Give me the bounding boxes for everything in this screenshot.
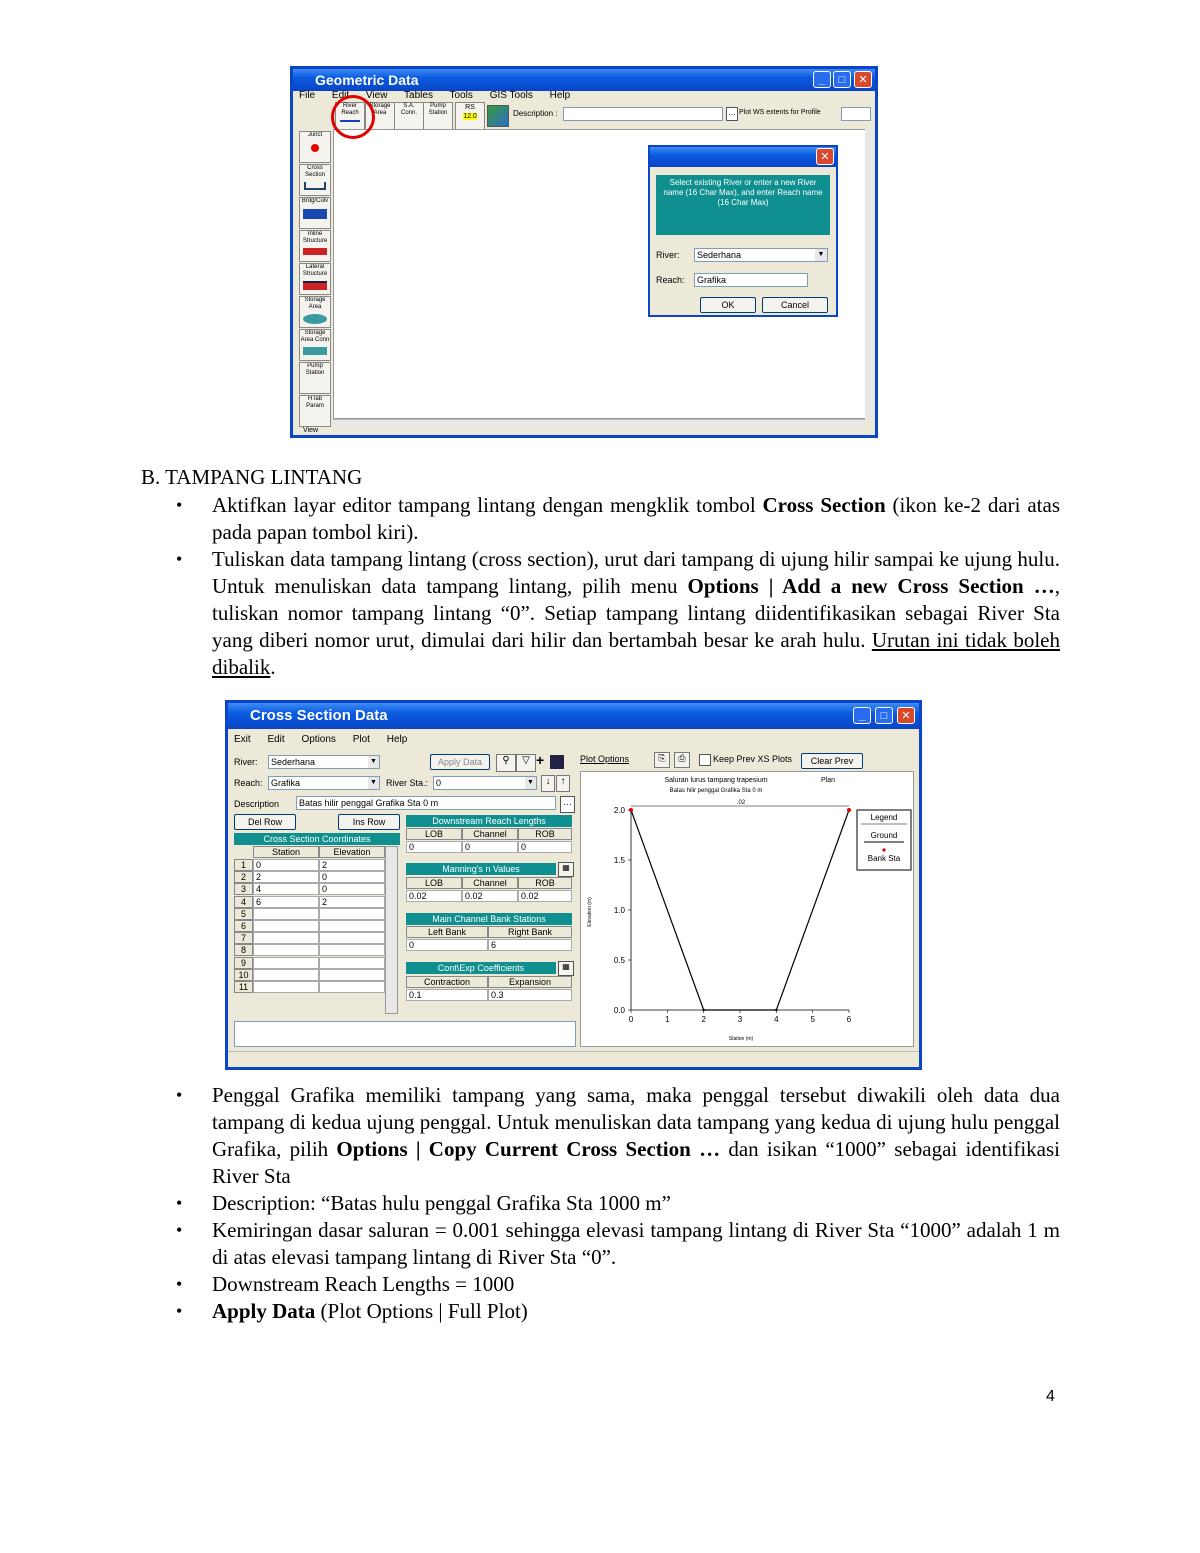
- page-number: 4: [1046, 1388, 1055, 1405]
- xs-title-bar: [228, 703, 919, 729]
- horizontal-scrollbar[interactable]: [333, 419, 865, 428]
- plot-ws-extents-label: Plot WS extents for Profile: [739, 109, 821, 116]
- station-cell[interactable]: [253, 981, 319, 993]
- maximize-icon[interactable]: □: [833, 71, 851, 88]
- expansion-value[interactable]: 0.3: [488, 989, 572, 1001]
- bullet-6-text: Downstream Reach Lengths = 1000: [212, 1272, 515, 1296]
- dialog-river-label: River:: [656, 250, 680, 260]
- geometric-window-title: Geometric Data: [315, 72, 419, 88]
- river-reach-label: River Reach: [341, 103, 359, 116]
- station-cell[interactable]: [253, 932, 319, 944]
- right-bank-header: Right Bank: [488, 926, 572, 938]
- ds-lob-value[interactable]: 0: [406, 841, 462, 853]
- row-number: 8: [234, 944, 253, 956]
- row-number: 4: [234, 896, 253, 908]
- chevron-down-icon[interactable]: ▼: [368, 756, 379, 768]
- row-number: 9: [234, 957, 253, 969]
- row-number: 5: [234, 908, 253, 920]
- bullet-marker: •: [176, 1193, 183, 1213]
- xs-reach-select[interactable]: [268, 776, 380, 790]
- htab-param-label: HTab Param: [306, 396, 324, 409]
- manning-lob-header: LOB: [406, 877, 462, 889]
- section-b-heading: B. TAMPANG LINTANG: [141, 465, 363, 489]
- x-tick-label: 4: [774, 1015, 779, 1024]
- copy-icon[interactable]: ⎘: [654, 752, 670, 768]
- apply-data-button[interactable]: Apply Data: [430, 754, 490, 770]
- manning-table-icon[interactable]: ▦: [558, 862, 574, 877]
- contraction-header: Contraction: [406, 976, 488, 988]
- bullet-marker: •: [176, 1301, 183, 1321]
- y-tick-label: 1.0: [613, 906, 625, 915]
- x-tick-label: 3: [737, 1015, 743, 1024]
- contraction-value[interactable]: 0.1: [406, 989, 488, 1001]
- bullet-3-part-1: Penggal Grafika memiliki tampang yang sama, maka penggal tersebut diwakili oleh data dua tampang di kedua ujung penggal. Untuk menuliskan data tampang yang kedua di ujung hulu penggal Grafika, pilih: [212, 1083, 1060, 1161]
- coords-title: Cross Section Coordinates: [234, 833, 400, 845]
- keep-prev-checkbox[interactable]: [699, 754, 711, 766]
- elevation-cell[interactable]: [319, 932, 385, 944]
- plot-options-link[interactable]: Plot Options: [580, 754, 630, 764]
- legend-bank-sta-marker: [882, 848, 885, 851]
- cross-section-chart[interactable]: [581, 772, 913, 1046]
- menu-exit[interactable]: Exit: [234, 734, 251, 745]
- bullet-marker: •: [176, 1274, 183, 1294]
- left-tool-column: [293, 129, 333, 435]
- xs-description-label: Description: [234, 799, 280, 809]
- close-icon[interactable]: ✕: [897, 707, 915, 724]
- bank-sta-marker: [847, 808, 851, 812]
- row-number: 7: [234, 932, 253, 944]
- toolbar-rs-button[interactable]: [455, 102, 485, 130]
- x-tick-label: 6: [846, 1015, 852, 1024]
- elevation-cell[interactable]: [319, 957, 385, 969]
- station-column-header: Station: [253, 846, 319, 858]
- manning-channel-header: Channel: [462, 877, 518, 889]
- station-cell[interactable]: 0: [253, 859, 319, 871]
- dialog-river-value: Sederhana: [697, 250, 742, 260]
- ds-channel-value[interactable]: 0: [462, 841, 518, 853]
- geometric-description-input[interactable]: [563, 107, 723, 121]
- storage-area-tool[interactable]: [299, 296, 331, 328]
- xs-tool-icon-1[interactable]: ⚲: [496, 754, 516, 772]
- y-tick-label: 2.0: [613, 806, 625, 815]
- bullet-marker: •: [176, 1220, 183, 1240]
- lateral-structure-label: Lateral Structure: [302, 264, 328, 277]
- menu-plot[interactable]: Plot: [352, 734, 370, 745]
- expansion-header: Expansion: [488, 976, 572, 988]
- menu-help[interactable]: Help: [386, 734, 408, 745]
- view-label[interactable]: View: [303, 427, 319, 434]
- sa-conn-label: S.A. Conn.: [400, 103, 417, 116]
- cross-section-window: [225, 700, 922, 1070]
- ground-point: [702, 1009, 704, 1011]
- toolbar-map-icon[interactable]: [487, 105, 509, 127]
- legend-ground: Ground: [870, 831, 898, 840]
- chart-xlabel: Station (m): [728, 1036, 754, 1042]
- toolbar-pump-station-button[interactable]: [423, 102, 453, 130]
- xs-river-select[interactable]: [268, 755, 380, 769]
- junct-tool[interactable]: [299, 131, 331, 163]
- bullet-2-text: [212, 546, 1060, 681]
- xs-tool-icon-2[interactable]: ▽: [516, 754, 536, 772]
- x-tick-label: 0: [628, 1015, 634, 1024]
- elevation-cell[interactable]: [319, 920, 385, 932]
- elevation-cell[interactable]: [319, 944, 385, 956]
- elevation-cell[interactable]: 0: [319, 871, 385, 883]
- dialog-ok-button[interactable]: OK: [700, 297, 756, 313]
- menu-tables[interactable]: Tables: [404, 90, 433, 101]
- river-sta-select[interactable]: [433, 776, 537, 790]
- message-box: [234, 1021, 576, 1047]
- ground-line: [631, 810, 849, 1010]
- bullet-7-text: [212, 1298, 1060, 1325]
- elevation-cell[interactable]: [319, 969, 385, 981]
- x-tick-label: 1: [665, 1015, 670, 1024]
- storage-area-label: Storage Area: [369, 103, 391, 116]
- chevron-down-icon[interactable]: ▼: [525, 777, 536, 789]
- coords-scrollbar[interactable]: [385, 846, 398, 1014]
- row-number: 2: [234, 871, 253, 883]
- xs-description-input[interactable]: Batas hilir penggal Grafika Sta 0 m: [296, 796, 556, 810]
- xs-window-title: Cross Section Data: [250, 707, 388, 724]
- elevation-cell[interactable]: 0: [319, 883, 385, 895]
- bullet-marker: •: [176, 549, 183, 569]
- chevron-down-icon[interactable]: ▼: [368, 777, 379, 789]
- storage-area-tool-label: Storage Area: [304, 297, 326, 310]
- manning-channel-value[interactable]: 0.02: [462, 890, 518, 902]
- station-cell[interactable]: [253, 969, 319, 981]
- coef-title: Cont\Exp Coefficients: [406, 962, 556, 974]
- storage-area-conn-label: Storage Area Conn: [300, 330, 330, 343]
- dialog-cancel-button[interactable]: Cancel: [762, 297, 828, 313]
- river-sta-value: 0: [436, 778, 442, 788]
- bullet-1-bold: Cross Section: [762, 493, 886, 517]
- cross-section-label: Cross Section: [304, 165, 325, 178]
- plot-ws-profile-select[interactable]: [841, 107, 871, 121]
- clear-prev-button[interactable]: Clear Prev: [801, 753, 863, 769]
- xs-menubar: [228, 732, 919, 748]
- arrow-down-icon[interactable]: ↓: [541, 775, 555, 792]
- pump-station-tool[interactable]: [299, 362, 331, 394]
- bridge-culvert-tool[interactable]: [299, 197, 331, 229]
- bullet-5-text: Kemiringan dasar saluran = 0.001 sehingga elevasi tampang lintang di River Sta “1000” adalah 1 m di atas elevasi tampang lintang di River Sta “0”.: [212, 1218, 1060, 1269]
- chart-subtitle: Batas hilir penggal Grafika Sta 0 m: [669, 788, 763, 794]
- bullet-2-part-2: , tuliskan nomor tampang lintang “0”. Setiap tampang lintang diidentifikasikan sebagai River Sta yang diberi nomor urut, dimulai dari hilir dan bertambah besar ke arah hulu.: [212, 574, 1060, 652]
- downstream-title: Downstream Reach Lengths: [406, 815, 572, 827]
- row-number: 10: [234, 969, 253, 981]
- chart-plan-label: Plan: [821, 777, 836, 784]
- ds-rob-value[interactable]: 0: [518, 841, 572, 853]
- geometric-data-window: [290, 66, 878, 438]
- geometric-description-label: Description :: [513, 109, 558, 118]
- arrow-up-icon[interactable]: ↑: [556, 775, 570, 792]
- menu-edit[interactable]: Edit: [267, 734, 285, 745]
- minimize-icon[interactable]: _: [813, 71, 831, 88]
- bridge-culvert-label: Brdg/Culv: [301, 198, 329, 204]
- inline-structure-label: Inline Structure: [302, 231, 328, 244]
- bullet-3-bold: Options | Copy Current Cross Section …: [336, 1137, 721, 1161]
- elevation-cell[interactable]: 2: [319, 859, 385, 871]
- bullet-7-bold: Apply Data: [212, 1299, 316, 1323]
- elevation-cell[interactable]: [319, 981, 385, 993]
- station-cell[interactable]: [253, 908, 319, 920]
- chart-ylabel: Elevation (m): [587, 897, 593, 927]
- x-tick-label: 5: [810, 1015, 815, 1024]
- row-number: 3: [234, 883, 253, 895]
- y-tick-label: 0.5: [613, 956, 625, 965]
- xs-reach-label: Reach:: [234, 778, 263, 788]
- row-number: 1: [234, 859, 253, 871]
- station-cell[interactable]: 6: [253, 896, 319, 908]
- bullet-2-underlined: Urutan ini tidak boleh dibalik: [212, 628, 1060, 679]
- plot-panel: [580, 771, 914, 1047]
- manning-title: Manning's n Values: [406, 863, 556, 875]
- xs-reach-value: Grafika: [271, 778, 301, 788]
- elevation-cell[interactable]: 2: [319, 896, 385, 908]
- highlight-circle: [331, 95, 375, 139]
- chart-title: Saluran lurus tampang trapesium: [664, 777, 768, 784]
- rs-value: 12.0: [463, 113, 477, 120]
- del-row-button[interactable]: Del Row: [234, 814, 296, 830]
- bullet-marker: •: [176, 495, 183, 515]
- row-number: 11: [234, 981, 253, 993]
- dialog-message: Select existing River or enter a new River name (16 Char Max), and enter Reach name (16 Char Max): [663, 178, 823, 207]
- chart-top-label: .02: [736, 800, 746, 806]
- ds-lob-header: LOB: [406, 828, 462, 840]
- rs-label: RS: [465, 104, 475, 111]
- river-sta-label: River Sta.:: [386, 778, 429, 788]
- x-tick-label: 2: [701, 1015, 706, 1024]
- xs-river-value: Sederhana: [271, 757, 316, 767]
- bank-stations-title: Main Channel Bank Stations: [406, 913, 572, 925]
- menu-tools[interactable]: Tools: [449, 90, 473, 101]
- storage-area-conn-tool[interactable]: [299, 329, 331, 361]
- pump-station-label: Pump Station: [428, 103, 448, 116]
- coef-table-icon[interactable]: ▦: [558, 961, 574, 976]
- bullet-4-text: Description: “Batas hulu penggal Grafika Sta 1000 m”: [212, 1191, 671, 1215]
- legend-title: Legend: [870, 813, 898, 822]
- ins-row-button[interactable]: Ins Row: [338, 814, 400, 830]
- elevation-cell[interactable]: [319, 908, 385, 920]
- row-number: 6: [234, 920, 253, 932]
- dialog-close-icon[interactable]: ✕: [816, 148, 834, 165]
- station-cell[interactable]: [253, 944, 319, 956]
- left-bank-value[interactable]: 0: [406, 939, 488, 951]
- minimize-icon[interactable]: _: [853, 707, 871, 724]
- bullet-1-part-1: Aktifkan layar editor tampang lintang dengan mengklik tombol: [212, 493, 763, 517]
- keep-prev-label: Keep Prev XS Plots: [713, 754, 793, 764]
- vertical-scrollbar[interactable]: [865, 129, 873, 419]
- right-bank-value[interactable]: 6: [488, 939, 572, 951]
- menu-help[interactable]: Help: [549, 90, 571, 101]
- y-tick-label: 0.0: [613, 1006, 625, 1015]
- ellipsis-button[interactable]: …: [726, 107, 738, 121]
- menu-gis-tools[interactable]: GIS Tools: [489, 90, 533, 101]
- pump-station-tool-label: Pump Station: [305, 363, 325, 376]
- xs-river-label: River:: [234, 757, 258, 767]
- description-ellipsis-button[interactable]: …: [560, 796, 575, 813]
- bullet-2-part-3: .: [270, 655, 276, 679]
- menu-file[interactable]: File: [299, 90, 316, 101]
- bullet-3-text: [212, 1082, 1060, 1190]
- bullet-2-part-1: Tuliskan data tampang lintang (cross section), urut dari tampang di ujung hilir sampai ke ujung hulu. Untuk menuliskan data tampang lintang, pilih menu: [212, 547, 1060, 598]
- xs-tool-icon-3[interactable]: [550, 755, 564, 769]
- station-cell[interactable]: 4: [253, 883, 319, 895]
- junct-label: Junct: [307, 132, 323, 138]
- menu-view[interactable]: View: [365, 90, 388, 101]
- y-tick-label: 1.5: [613, 856, 625, 865]
- manning-rob-value[interactable]: 0.02: [518, 890, 572, 902]
- bullet-7-part-1: (Plot Options | Full Plot): [315, 1299, 528, 1323]
- status-bar: [228, 1051, 919, 1068]
- add-icon[interactable]: +: [536, 752, 545, 768]
- river-reach-dialog: [648, 145, 838, 317]
- legend-bank-sta: Bank Sta: [867, 854, 901, 863]
- menu-options[interactable]: Options: [301, 734, 336, 745]
- station-cell[interactable]: [253, 920, 319, 932]
- elevation-column-header: Elevation: [319, 846, 385, 858]
- htab-param-tool[interactable]: [299, 395, 331, 427]
- inline-structure-tool[interactable]: [299, 230, 331, 262]
- dialog-reach-input[interactable]: Grafika: [694, 273, 808, 287]
- manning-lob-value[interactable]: 0.02: [406, 890, 462, 902]
- ds-rob-header: ROB: [518, 828, 572, 840]
- menu-edit[interactable]: Edit: [331, 90, 350, 101]
- ground-point: [775, 1009, 777, 1011]
- bullet-2-bold: Options | Add a new Cross Section …: [687, 574, 1055, 598]
- ds-channel-header: Channel: [462, 828, 518, 840]
- dialog-title-bar: [650, 147, 836, 167]
- dialog-reach-label: Reach:: [656, 275, 685, 285]
- print-icon[interactable]: ⎙: [674, 752, 690, 768]
- lateral-structure-tool[interactable]: [299, 263, 331, 295]
- station-cell[interactable]: [253, 957, 319, 969]
- dialog-river-select[interactable]: [694, 248, 828, 262]
- chevron-down-icon[interactable]: ▼: [815, 249, 827, 261]
- close-icon[interactable]: ✕: [854, 71, 872, 88]
- maximize-icon[interactable]: □: [875, 707, 893, 724]
- bullet-3-part-2: dan isikan “1000” sebagai identifikasi River Sta: [212, 1137, 1060, 1188]
- bullet-1-part-2: (ikon ke-2 dari atas pada papan tombol kiri).: [212, 493, 1060, 544]
- dialog-message-box: [656, 175, 830, 235]
- bank-sta-marker: [629, 808, 633, 812]
- cross-section-tool[interactable]: [299, 164, 331, 196]
- station-cell[interactable]: 2: [253, 871, 319, 883]
- toolbar-sa-conn-button[interactable]: [394, 102, 424, 130]
- bullet-1-text: [212, 492, 1060, 546]
- manning-rob-header: ROB: [518, 877, 572, 889]
- bullet-marker: •: [176, 1085, 183, 1105]
- left-bank-header: Left Bank: [406, 926, 488, 938]
